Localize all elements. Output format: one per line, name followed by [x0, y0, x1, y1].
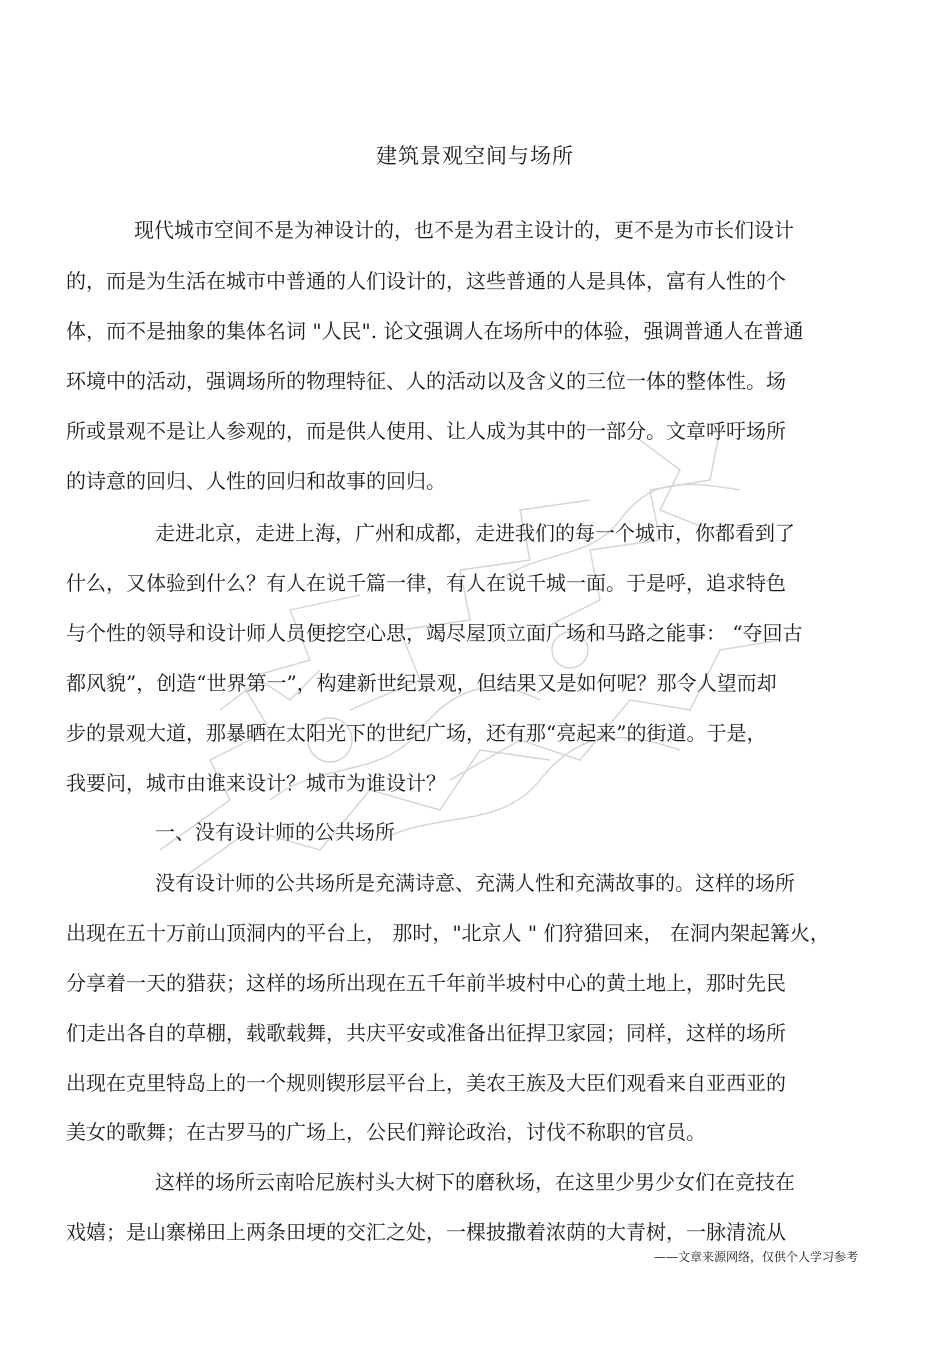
- paragraph-line: 我要问，城市由谁来设计？城市为谁设计？: [66, 771, 446, 795]
- paragraph-line: 没有设计师的公共场所是充满诗意、充满人性和充满故事的。这样的场所: [155, 871, 795, 895]
- paragraph-line: 走进北京，走进上海，广州和成都，走进我们的每一个城市，你都看到了: [155, 521, 795, 545]
- paragraph-line: 美女的歌舞；在古罗马的广场上，公民们辩论政治，讨伐不称职的官员。: [66, 1120, 706, 1144]
- paragraph-line: 什么，又体验到什么？有人在说千篇一律，有人在说千城一面。于是呼，追求特色: [66, 571, 786, 595]
- paragraph-line: 现代城市空间不是为神设计的，也不是为君主设计的，更不是为市长们设计: [134, 218, 794, 242]
- paragraph-line: 们走出各自的草棚，载歌载舞，共庆平安或准备出征捍卫家园；同样，这样的场所: [66, 1021, 786, 1045]
- paragraph-line: 戏嬉；是山寨梯田上两条田埂的交汇之处，一棵披撒着浓荫的大青树，一脉清流从: [66, 1220, 786, 1244]
- paragraph-line: 这样的场所云南哈尼族村头大树下的磨秋场，在这里少男少女们在竞技在: [155, 1170, 795, 1194]
- paragraph-line: 分享着一天的猎获；这样的场所出现在五千年前半坡村中心的黄土地上，那时先民: [66, 971, 786, 995]
- source-note: ——文章来源网络，仅供个人学习参考: [653, 1250, 858, 1264]
- paragraph-line: 步的景观大道，那暴晒在太阳光下的世纪广场，还有那“亮起来”的街道。于是，: [66, 721, 767, 745]
- paragraph-line: 环境中的活动，强调场所的物理特征、人的活动以及含义的三位一体的整体性。场: [66, 369, 786, 393]
- document-title: 建筑景观空间与场所: [376, 144, 574, 168]
- paragraph-line: 出现在五十万前山顶洞内的平台上， 那时，"北京人 " 们狩猎回来， 在洞内架起篝火，: [66, 921, 830, 945]
- paragraph-line: 所或景观不是让人参观的，而是供人使用、让人成为其中的一部分。文章呼吁场所: [66, 419, 786, 443]
- paragraph-line: 与个性的领导和设计师人员便挖空心思，竭尽屋顶立面广场和马路之能事： “夺回古: [66, 621, 803, 645]
- paragraph-line: 体，而不是抽象的集体名词 "人民". 论文强调人在场所中的体验，强调普通人在普通: [66, 319, 804, 343]
- paragraph-line: 出现在克里特岛上的一个规则锲形层平台上，美农王族及大臣们观看来自亚西亚的: [66, 1071, 786, 1095]
- paragraph-line: 的，而是为生活在城市中普通的人们设计的，这些普通的人是具体，富有人性的个: [66, 269, 786, 293]
- paragraph-line: 都风貌”，创造“世界第一”，构建新世纪景观，但结果又是如何呢？那令人望而却: [66, 671, 777, 695]
- paragraph-line: 的诗意的回归、人性的回归和故事的回归。: [66, 469, 446, 493]
- section-heading: 一、没有设计师的公共场所: [155, 820, 395, 844]
